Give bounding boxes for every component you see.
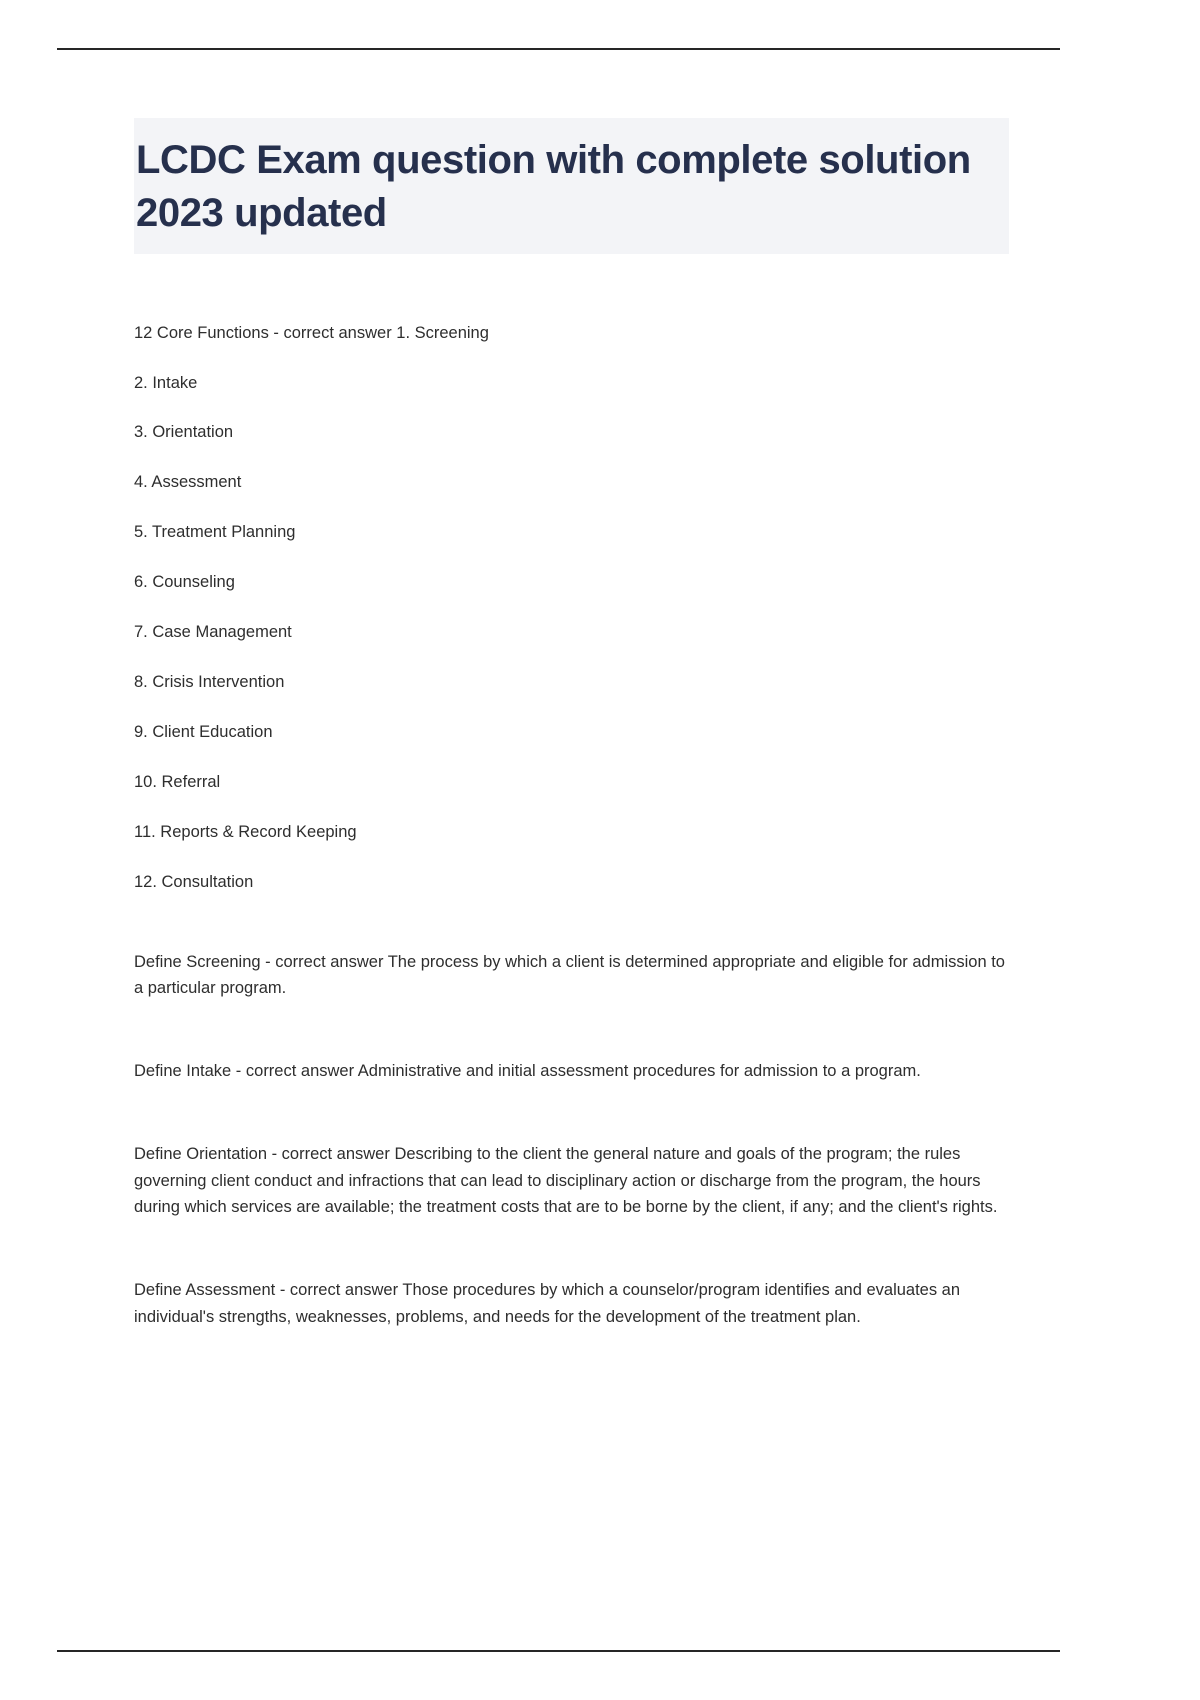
core-functions-list [134, 372, 1009, 895]
title-block [134, 118, 1009, 254]
list-item: 12. Consultation [134, 872, 254, 891]
list-item: 8. Crisis Intervention [134, 673, 285, 692]
definition-paragraph: Define Assessment - correct answer Those procedures by which a counselor/program identifies and evaluates an individual's strengths, weaknesses, problems, and needs for the development of the treatment plan. [134, 1280, 961, 1326]
core-functions-heading: 12 Core Functions - correct answer 1. Screening [134, 323, 489, 342]
definition-paragraph: Define Screening - correct answer The process by which a client is determined appropriate and eligible for admission to a particular program. [134, 952, 1005, 998]
definition-paragraph: Define Orientation - correct answer Describing to the client the general nature and goals of the program; the rules governing client conduct and infractions that can lead to disciplinary action or discharge from the program, the hours during which services are available; the treatment costs that are to be borne by the client, if any; and the client's rights. [134, 1144, 998, 1217]
list-item: 6. Counseling [134, 573, 235, 592]
page-content [134, 118, 1009, 1330]
list-item: 5. Treatment Planning [134, 523, 296, 542]
list-item: 3. Orientation [134, 423, 234, 442]
page-title: LCDC Exam question with complete solution 2023 updated [136, 138, 971, 235]
page-bottom-rule [57, 1650, 1060, 1652]
page-top-rule [57, 48, 1060, 50]
section-spacer [134, 921, 1009, 949]
definition-paragraph: Define Intake - correct answer Administrative and initial assessment procedures for admission to a program. [134, 1062, 921, 1081]
list-item: 10. Referral [134, 772, 221, 791]
list-item: 2. Intake [134, 373, 198, 392]
list-item: 7. Case Management [134, 623, 292, 642]
document-body [134, 322, 1009, 1331]
list-item: 4. Assessment [134, 473, 242, 492]
list-item: 11. Reports & Record Keeping [134, 822, 357, 841]
list-item: 9. Client Education [134, 722, 273, 741]
definitions-list [134, 949, 1009, 1331]
